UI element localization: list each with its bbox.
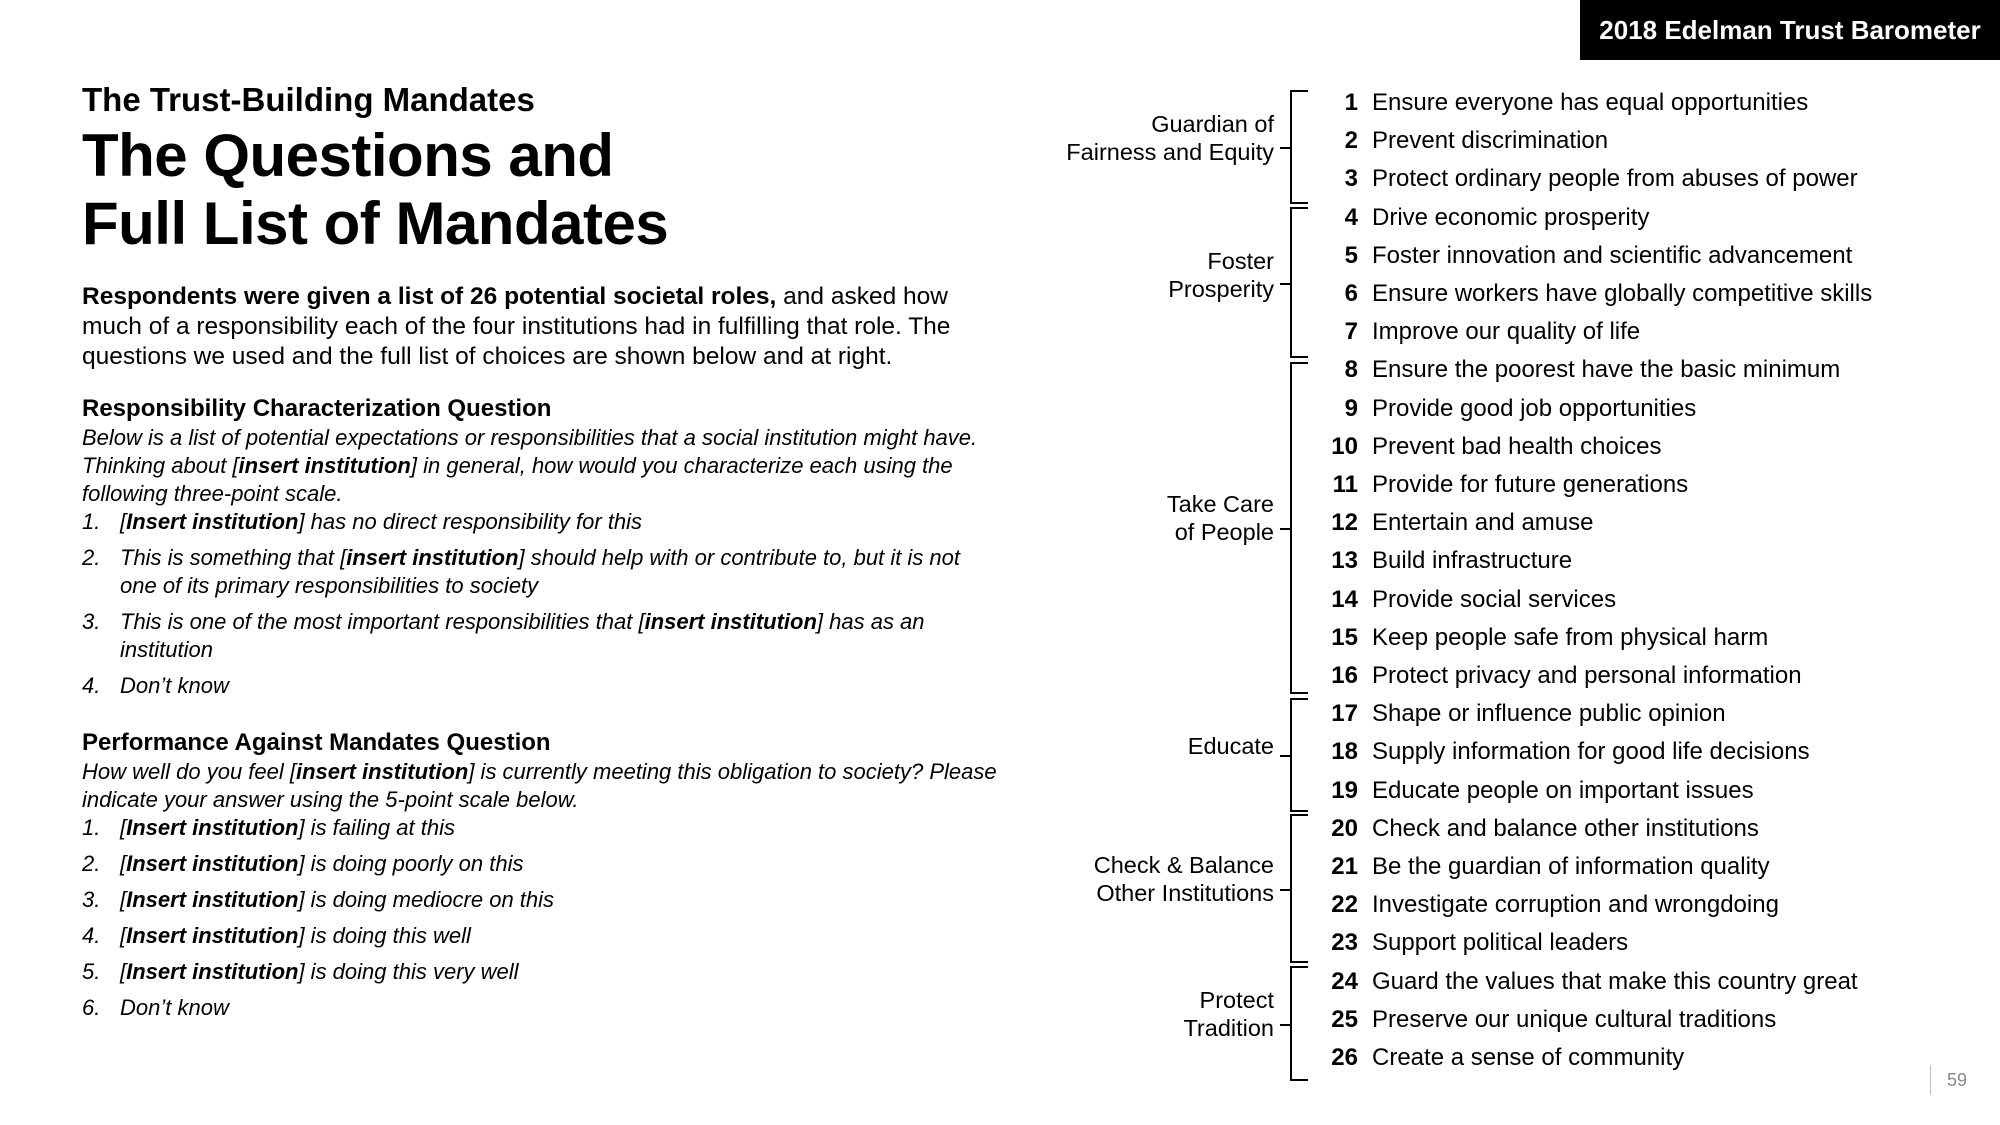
- mandate-item: [1320, 619, 1768, 657]
- mandate-item: [1320, 199, 1649, 237]
- mandate-text: Shape or influence public opinion: [1372, 700, 1726, 728]
- mandate-item: [1320, 428, 1662, 466]
- mandate-text: Prevent discrimination: [1372, 127, 1609, 155]
- mandate-text: Prevent bad health choices: [1372, 432, 1662, 460]
- mandate-item: [1320, 313, 1640, 351]
- mandate-number: 2: [1344, 127, 1358, 155]
- group-bracket: [1290, 698, 1308, 812]
- mandate-number: 18: [1331, 738, 1358, 766]
- mandate-text: Provide for future generations: [1372, 471, 1689, 498]
- scale-option: 3. This is one of the most important responsibilities that [insert institution] has as an institution: [82, 609, 925, 662]
- mandate-number: 12: [1331, 509, 1358, 537]
- mandate-number: 17: [1331, 700, 1358, 728]
- scale-option: 6. Don’t know: [82, 995, 229, 1020]
- mandate-number: 6: [1344, 280, 1358, 307]
- scale-option: 5. [Insert institution] is doing this very well: [82, 959, 519, 984]
- mandate-item: [1320, 581, 1616, 619]
- page-title: [82, 122, 1002, 258]
- mandate-item: [1320, 848, 1770, 886]
- mandate-number: 20: [1331, 814, 1358, 842]
- mandate-text: Supply information for good life decisions: [1372, 738, 1810, 766]
- mandate-text: Investigate corruption and wrongdoing: [1372, 891, 1779, 919]
- question-2-heading: Performance Against Mandates Question: [82, 729, 551, 756]
- question-2-scale: [82, 814, 1002, 1022]
- mandate-text: Preserve our unique cultural traditions: [1372, 1005, 1777, 1033]
- question-1: [82, 394, 1002, 700]
- mandate-number: 8: [1344, 356, 1358, 384]
- question-1-scale: [82, 508, 1002, 700]
- intro-text: and asked how much of a responsibility each of the four institutions had in fulfilling that role. The questions we used and the full list of choices are shown below and at right.: [82, 283, 951, 370]
- mandate-text: Entertain and amuse: [1372, 509, 1594, 537]
- group-label-check-balance: Check & Balance Other Institutions: [1093, 852, 1274, 906]
- question-2-text: How well do you feel [insert institution] is currently meeting this obligation to society? Please indicate your answer using the 5-point scale below.: [82, 759, 997, 812]
- mandate-number: 16: [1331, 662, 1358, 689]
- mandate-text: Support political leaders: [1372, 929, 1629, 957]
- mandate-text: Provide social services: [1372, 585, 1617, 613]
- mandate-item: [1320, 466, 1688, 504]
- intro-paragraph: [82, 282, 1002, 372]
- scale-option: 3. [Insert institution] is doing mediocre on this: [82, 887, 555, 912]
- mandate-item: [1320, 122, 1608, 160]
- mandate-item: [1320, 963, 1858, 1001]
- page-number: 59: [1930, 1065, 1967, 1095]
- scale-option: 4. Don’t know: [82, 673, 229, 698]
- mandate-text: Ensure everyone has equal opportunities: [1372, 89, 1809, 116]
- mandate-text: Ensure the poorest have the basic minimum: [1372, 356, 1841, 384]
- section-kicker: The Trust-Building Mandates: [82, 81, 535, 118]
- scale-option: 4. [Insert institution] is doing this well: [82, 923, 471, 948]
- mandate-item: [1320, 160, 1858, 198]
- mandate-item: [1320, 695, 1726, 733]
- question-1-text: Below is a list of potential expectations or responsibilities that a social institution might have. Thinking about [insert institution] in general, how would you characterize each using the following three-point scale.: [82, 425, 978, 506]
- mandate-text: Protect privacy and personal information: [1372, 662, 1802, 689]
- mandate-text: Create a sense of community: [1372, 1044, 1685, 1071]
- mandate-item: [1320, 542, 1572, 580]
- mandate-item: [1320, 390, 1696, 428]
- mandate-text: Build infrastructure: [1372, 547, 1573, 575]
- mandate-number: 9: [1344, 394, 1358, 422]
- mandate-number: 14: [1331, 585, 1358, 613]
- group-bracket: [1290, 90, 1308, 204]
- group-bracket: [1290, 814, 1308, 963]
- mandate-text: Check and balance other institutions: [1372, 814, 1759, 842]
- mandate-text: Provide good job opportunities: [1372, 394, 1697, 422]
- mandate-number: 1: [1344, 89, 1358, 116]
- question-2: [82, 728, 1002, 1022]
- mandate-number: 21: [1331, 853, 1358, 880]
- mandate-item: [1320, 810, 1759, 848]
- mandate-number: 7: [1344, 318, 1358, 346]
- mandate-text: Keep people safe from physical harm: [1372, 623, 1769, 651]
- mandate-number: 11: [1332, 471, 1358, 498]
- mandate-item: [1320, 772, 1754, 810]
- group-bracket: [1290, 362, 1308, 694]
- scale-option: 2. This is something that [insert institution] should help with or contribute to, but it is not one of its primary responsibilities to society: [82, 545, 961, 598]
- group-label-tradition: Protect Tradition: [1183, 987, 1274, 1041]
- mandate-item: [1320, 504, 1593, 542]
- scale-option: 1. [Insert institution] is failing at this: [82, 815, 455, 840]
- mandate-number: 25: [1331, 1005, 1358, 1033]
- group-label-prosperity: Foster Prosperity: [1168, 248, 1274, 302]
- mandate-item: [1320, 886, 1779, 924]
- mandate-item: [1320, 237, 1852, 275]
- title-line-2: Full List of Mandates: [82, 190, 669, 257]
- mandate-item: [1320, 1001, 1776, 1039]
- title-line-1: The Questions and: [82, 122, 614, 189]
- group-label-fairness: Guardian of Fairness and Equity: [1066, 111, 1274, 165]
- mandate-number: 19: [1331, 776, 1358, 804]
- mandate-number: 22: [1331, 891, 1358, 919]
- mandate-number: 26: [1331, 1044, 1358, 1071]
- mandate-item: [1320, 733, 1810, 771]
- mandate-number: 3: [1344, 165, 1358, 193]
- group-bracket: [1290, 207, 1308, 358]
- mandate-text: Ensure workers have globally competitive skills: [1372, 280, 1873, 307]
- left-column: [82, 80, 1002, 1030]
- mandate-number: 23: [1331, 929, 1358, 957]
- mandate-item: [1320, 657, 1802, 695]
- mandate-text: Drive economic prosperity: [1372, 203, 1650, 231]
- mandate-number: 10: [1331, 432, 1358, 460]
- group-label-educate: Educate: [1187, 733, 1274, 759]
- scale-option: 1. [Insert institution] has no direct responsibility for this: [82, 509, 643, 534]
- mandate-number: 24: [1331, 967, 1358, 995]
- scale-option: 2. [Insert institution] is doing poorly on this: [82, 851, 524, 876]
- mandate-text: Protect ordinary people from abuses of power: [1372, 165, 1858, 193]
- mandate-text: Be the guardian of information quality: [1372, 853, 1770, 880]
- mandate-item: [1320, 924, 1628, 962]
- group-label-care: Take Care of People: [1166, 491, 1274, 545]
- mandate-number: 5: [1344, 241, 1358, 269]
- group-bracket: [1290, 966, 1308, 1081]
- mandate-number: 13: [1331, 547, 1358, 575]
- mandate-item: [1320, 1039, 1684, 1077]
- question-1-heading: Responsibility Characterization Question: [82, 395, 552, 422]
- mandate-text: Foster innovation and scientific advancement: [1372, 241, 1853, 269]
- mandate-text: Educate people on important issues: [1372, 776, 1754, 804]
- mandate-item: [1320, 275, 1872, 313]
- report-badge: 2018 Edelman Trust Barometer: [1580, 0, 2000, 60]
- mandate-text: Improve our quality of life: [1372, 318, 1641, 346]
- mandate-item: [1320, 351, 1840, 389]
- mandate-text: Guard the values that make this country great: [1372, 967, 1858, 995]
- mandate-item: [1320, 84, 1808, 122]
- mandate-number: 4: [1344, 203, 1358, 231]
- intro-bold: Respondents were given a list of 26 potential societal roles,: [82, 283, 777, 310]
- mandate-number: 15: [1331, 623, 1358, 651]
